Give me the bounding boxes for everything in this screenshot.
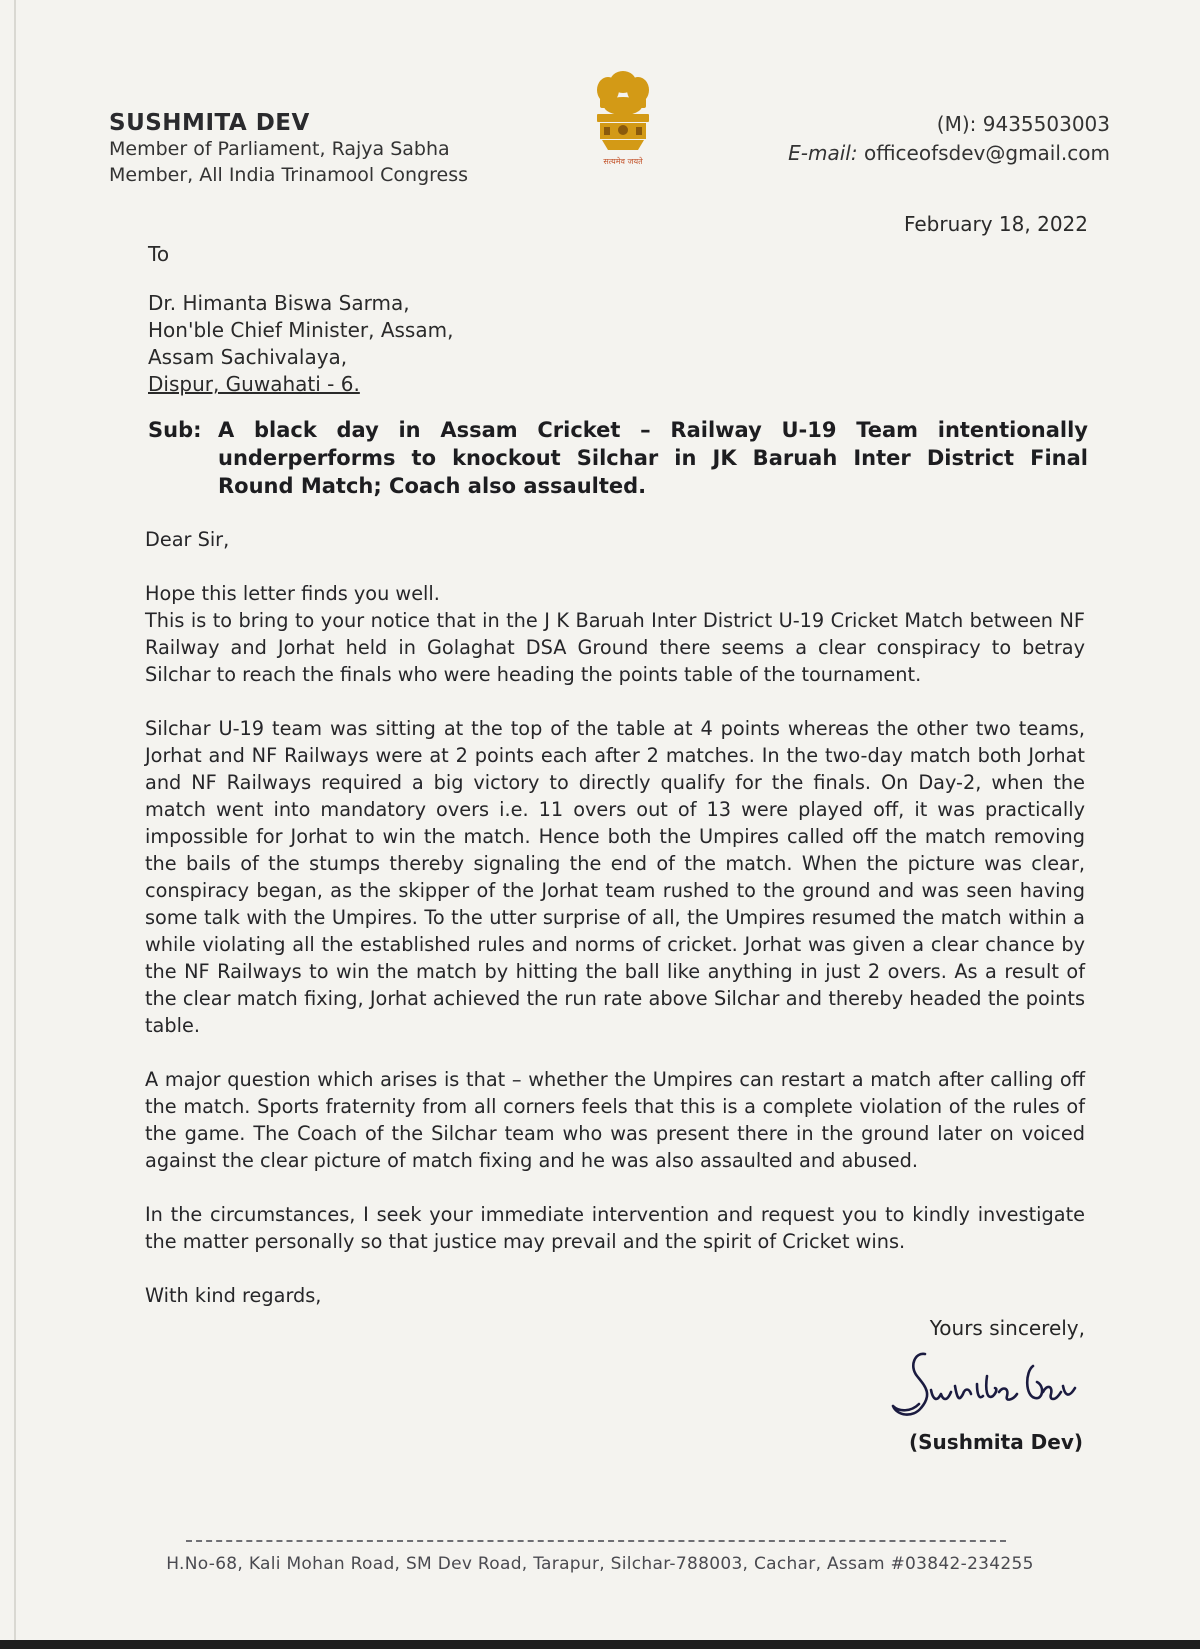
- letter-date: February 18, 2022: [903, 212, 1088, 236]
- page-edge-left: [14, 0, 16, 1649]
- body-paragraph-1: This is to bring to your notice that in the J K Baruah Inter District U-19 Cricket Match between NF Railway and Jorhat held in Golaghat DSA Ground there seems a clear conspiracy to betray Silchar to reach the finals who were heading the points table of the tournament.: [145, 609, 1085, 686]
- regards: With kind regards,: [145, 1284, 322, 1307]
- salutation: Dear Sir,: [145, 528, 230, 551]
- subject-label: Sub:: [148, 418, 202, 442]
- signature-icon: [885, 1346, 1085, 1428]
- body-paragraph-4: In the circumstances, I seek your immediate intervention and request you to kindly investigate the matter personally so that justice may prevail and the spirit of Cricket wins.: [145, 1203, 1085, 1253]
- body-paragraph-3: A major question which arises is that – whether the Umpires can restart a match after calling off the match. Sports fraternity from all corners feels that this is a complete violation of the rules of the game. The Coach of the Silchar team who was present there in the ground later on voiced against the clear picture of match fixing and he was also assaulted and abused.: [145, 1068, 1085, 1172]
- recipient-line-4: Dispur, Guwahati - 6.: [148, 372, 360, 396]
- signer-name: (Sushmita Dev): [909, 1430, 1083, 1454]
- recipient-line-3: Assam Sachivalaya,: [148, 345, 348, 369]
- subject-line: [148, 416, 1088, 500]
- scan-edge-bottom: [0, 1640, 1200, 1649]
- national-emblem-icon: [588, 66, 658, 176]
- mobile-label: (M):: [936, 112, 977, 136]
- mobile-number: 9435503003: [982, 112, 1110, 136]
- footer-divider: [186, 1540, 1006, 1542]
- email-address: officeofsdev@gmail.com: [863, 141, 1110, 165]
- footer-address: H.No-68, Kali Mohan Road, SM Dev Road, Tarapur, Silchar-788003, Cachar, Assam #03842-234255: [166, 1554, 1034, 1574]
- sender-title-1: Member of Parliament, Rajya Sabha: [109, 138, 450, 160]
- recipient-line-2: Hon'ble Chief Minister, Assam,: [148, 318, 454, 342]
- body-paragraph-2: Silchar U-19 team was sitting at the top of the table at 4 points whereas the other two teams, Jorhat and NF Railways were at 2 points each after 2 matches. In the two-day match both Jorhat and NF Railways required a big victory to directly qualify for the finals. On Day-2, when the match went into mandatory overs i.e. 11 overs out of 13 were played off, it was practically impossible for Jorhat to win the match. Hence both the Umpires called off the match removing the bails of the stumps thereby signaling the end of the match. When the picture was clear, conspiracy began, as the skipper of the Jorhat team rushed to the ground and was seen having some talk with the Umpires. To the utter surprise of all, the Umpires resumed the match within a while violating all the established rules and norms of cricket. Jorhat was given a clear chance by the NF Railways to win the match by hitting the ball like anything in just 2 overs. As a result of the clear match fixing, Jorhat achieved the run rate above Silchar and thereby headed the points table.: [145, 717, 1085, 1037]
- recipient-line-1: Dr. Himanta Biswa Sarma,: [148, 291, 410, 315]
- sender-name: SUSHMITA DEV: [109, 110, 310, 136]
- greeting: Hope this letter finds you well.: [145, 582, 440, 605]
- sender-title-2: Member, All India Trinamool Congress: [109, 164, 469, 186]
- to-label: To: [148, 242, 170, 266]
- recipient-block: [148, 242, 453, 398]
- email-label: E-mail:: [788, 141, 858, 165]
- subject-text: A black day in Assam Cricket – Railway U-19 Team intentionally underperforms to knockout Silchar in JK Baruah Inter District Final Round Match; Coach also assaulted.: [218, 418, 1088, 498]
- mobile-line: [788, 110, 1110, 139]
- email-line: [788, 139, 1110, 168]
- letterhead-sender: [109, 110, 468, 188]
- contact-block: [788, 110, 1110, 168]
- letter-body: [145, 526, 1085, 1309]
- valediction: Yours sincerely,: [929, 1316, 1085, 1340]
- emblem-motto: सत्यमेव जयते: [603, 157, 643, 166]
